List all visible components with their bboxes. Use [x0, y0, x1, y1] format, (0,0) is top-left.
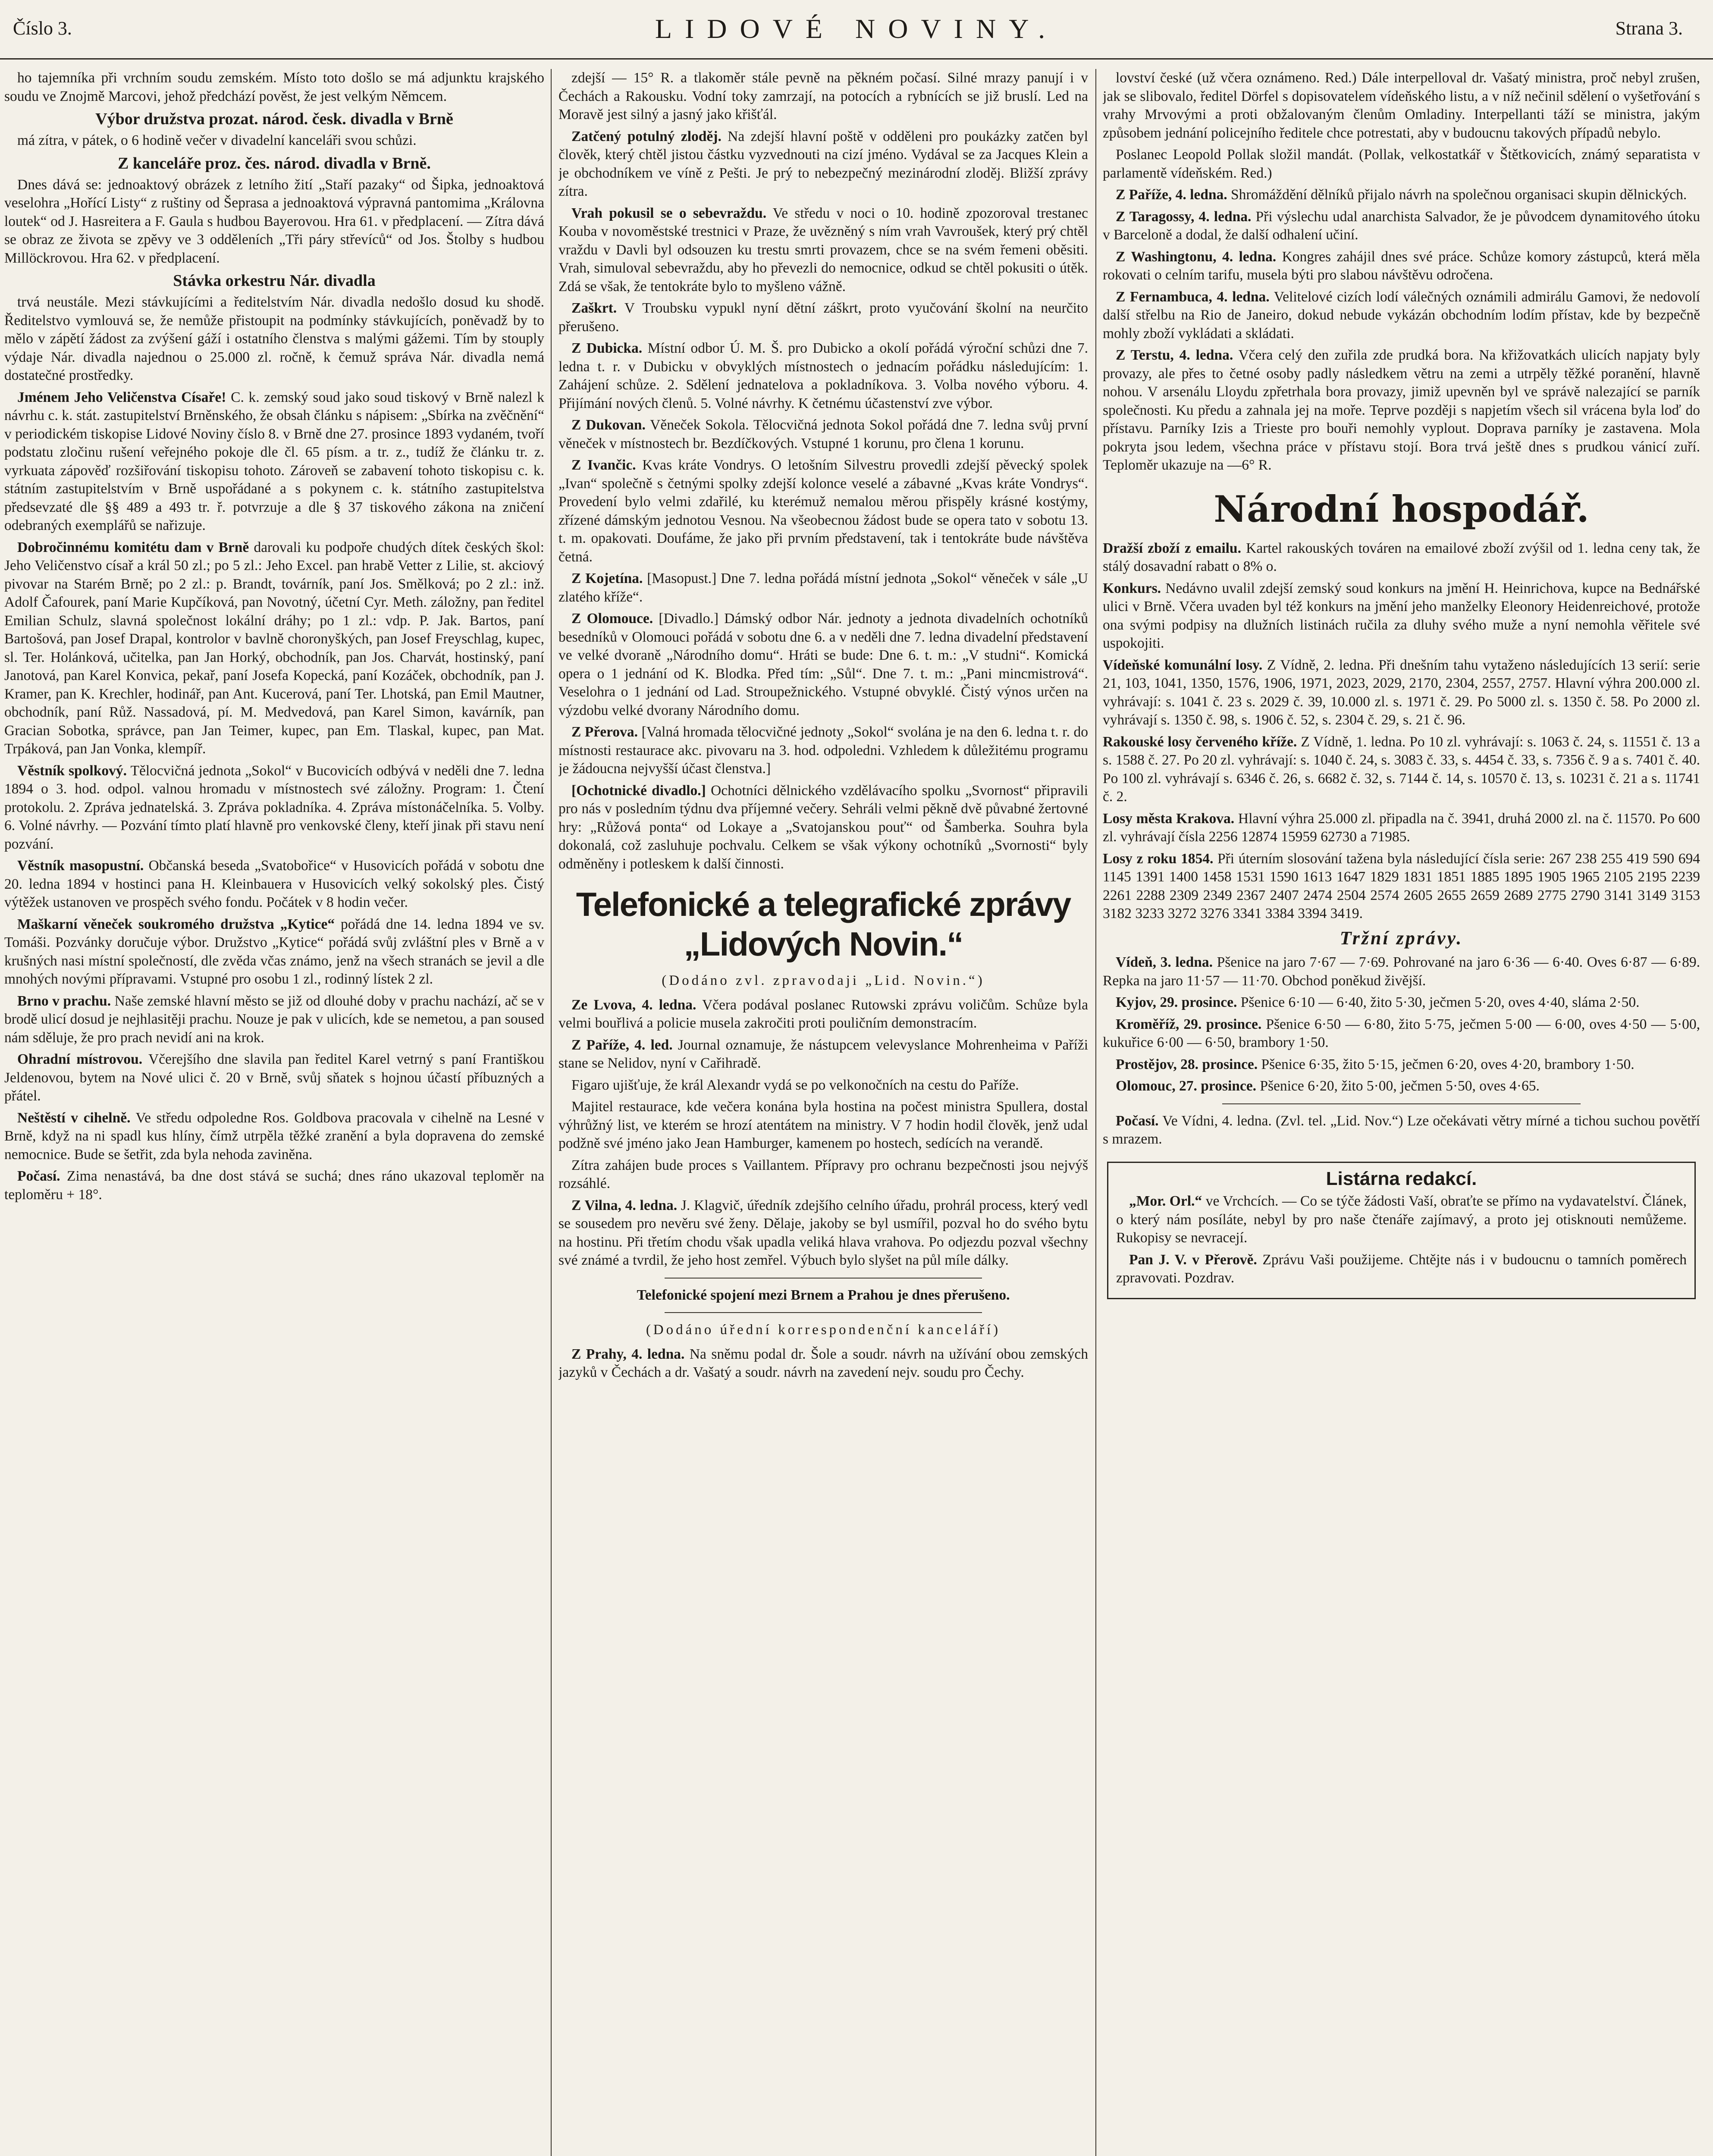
article-lead: Ze Lvova, 4. ledna.	[571, 997, 696, 1013]
article-paragraph	[4, 176, 544, 268]
article-lead: Počasí.	[17, 1168, 60, 1184]
article-text: Journal oznamuje, že nástupcem velevyslance Mohrenheima v Paříži stane se Nelidov, nyní v Cařihradě.	[558, 1037, 1088, 1071]
article-text: Na sněmu podal dr. Šole a soudr. návrh na užívání obou zemských jazyků v Čechách a dr. Vašatý a soudr. návrh na zavedení nejv. soudu pro Čechy.	[558, 1346, 1088, 1380]
article-paragraph	[1103, 288, 1700, 343]
article-paragraph	[1116, 1251, 1687, 1288]
telegraph-section-title	[558, 884, 1088, 964]
editorial-letters-box	[1107, 1162, 1696, 1299]
page-header	[0, 0, 1713, 65]
column-divider	[1095, 69, 1096, 2156]
article-paragraph	[558, 723, 1088, 778]
article-paragraph	[558, 782, 1088, 874]
article-text: Ve středu v noci o 10. hodině zpozoroval trestanec Kouba v novoměstské trestnici v Praze, že uvězněný s ním vrah Vavroušek, který prý chtěl vraždu v Davli byl odsouzen ku trestu smrti provazem, chce se na svém řemeni oběsiti. Vrah, simuloval sebevraždu, aby ho převezli do nemocnice, odkud se chtěl pokusiti o útěk. Zdá se však, že tentokráte bylo to myšleno vážně.	[558, 205, 1088, 295]
article-text: [Valná hromada tělocvičné jednoty „Sokol“ svolána je na den 6. ledna t. r. do místnosti restaurace akc. pivovaru na 3. hod. odpoledni. Vzhledem k důležitému programu je žádoucna nejvyšší účast členstva.]	[558, 724, 1088, 777]
article-text: [Divadlo.] Dámský odbor Nár. jednoty a jednota divadelních ochotníků besedníků v Olomouci pořádá v sobotu dne 6. a v neděli dne 7. ledna divadelní představení ve velké dvoraně „Národního domu“. Hráti se bude: Dne 6. t. m.: „V studni“. Komická opera o 1 jednání od K. Blodka. Před tím: „Sůl“. Dne 7. t. m.: „Pani mincmistrová“. Veselohra o 1 jednání od Lad. Stroupežnického. Vstupné obvyklé. Čistý výnos určen na výzdobu velké dvorany Národního domu.	[558, 611, 1088, 718]
official-list	[558, 1345, 1088, 1382]
article-paragraph	[558, 204, 1088, 296]
article-text: Ve středu odpoledne Ros. Goldbova pracovala v cihelně na Lesné v Brně, když na ni spadl kus hlíny, čímž utrpěla těžké zranění a byla dopravena do zemské nemocnice. Bude se šetřit, zda byla nehoda zaviněna.	[4, 1109, 544, 1163]
article-lead: Z Paříže, 4. led.	[571, 1037, 673, 1053]
article-paragraph	[558, 1098, 1088, 1153]
article-text: Velitelové cizích lodí válečných oznámili admirálu Gamovi, že nedovolí další střelbu na Rio de Janeiro, dokud nebude vykázán obchodním lodím přístav, kde by bezpečně mohly zboží vykládati a skládati.	[1103, 288, 1700, 342]
article-lead: Ohradní místrovou.	[17, 1051, 143, 1067]
article-paragraph	[1103, 186, 1700, 204]
article-paragraph	[4, 1050, 544, 1106]
article-paragraph	[558, 456, 1088, 566]
article-lead: Olomouc, 27. prosince.	[1116, 1078, 1257, 1094]
column-divider	[551, 69, 552, 2156]
article-paragraph	[4, 762, 544, 854]
economy-list	[1103, 539, 1700, 923]
article-text: Občanská beseda „Svatobořice“ v Husovicích pořádá v sobotu dne 20. ledna 1894 v hostinci pana H. Kleinbauera v Husovicích velký sokolský ples. Čistý výtěžek ustanoven ve prospěch svého fondu. Počátek v 8 hodin večer.	[4, 858, 544, 910]
article-text: Zima nenastává, ba dne dost stává se suchá; dnes ráno ukazoval teploměr na teploměru + 18°.	[4, 1168, 544, 1203]
article-text: má zítra, v pátek, o 6 hodině večer v divadelní kanceláři svou schůzi.	[17, 132, 417, 148]
page-number: Strana 3.	[1615, 18, 1683, 39]
article-paragraph	[558, 570, 1088, 606]
article-lead: Z Přerova.	[571, 724, 638, 740]
article-text: ve Vrchcích. — Co se týče žádosti Vaší, obraťte se přímo na vydavatelství. Článek, o který nám posíláte, nebyl by pro naše čtenáře zajímavý, a proto jej otisknouti nemůžeme. Rukopisy se nevracejí.	[1116, 1193, 1687, 1246]
article-paragraph	[558, 299, 1088, 336]
article-text: Kvas kráte Vondrys. O letošním Silvestru provedli zdejší pěvecký spolek „Ivan“ společně s četnými spolky zdejší kolonce veselé a zábavné „Kvas kráte Vondrys“. Provedení bylo velmi zdařilé, ku kterémuž nemalou měrou přispěly krásné kostýmy, zřízené dámským jednotou Vesnou. Na všeobecnou žádost bude se opera tato v sobotu 13. t. m. opakovati. Doufáme, že jako při prvním představení, tak i tentokráte bude návštěva četná.	[558, 457, 1088, 565]
column-left	[4, 69, 544, 2156]
article-text: Při úterním slosování tažena byla následující čísla serie: 267 238 255 419 590 694 1145 1391 1400 1458 1531 1590 1613 1647 1829 1831 1851 1885 1895 1905 1965 2105 2195 2239 2261 2288 2309 2349 2367 2407 2474 2504 2574 2605 2655 2659 2689 2775 2790 3141 3149 3153 3182 3233 3272 3276 3341 3384 3394 3419.	[1103, 850, 1700, 921]
article-lead: Věstník masopustní.	[17, 858, 144, 874]
issue-number: Číslo 3.	[13, 18, 72, 39]
article-paragraph	[558, 128, 1088, 201]
article-text: C. k. zemský soud jako soud tiskový v Brně nalezl k návrhu c. k. stát. zastupitelství Brněnského, že obsah článku s nápisem: „Sbírka na zvěčnění“ v periodickém tiskopise Lidové Noviny číslo 8. v Brně dne 27. prosince 1893 vydaném, tvoří podstatu zločinu rušení veřejného pokoje dle čl. 65 písm. a tr. z., tudíž že článku tr. z. vyrkuata zápověď rozšiřování tiskopisu tohoto. Zároveň se zabavení tohoto tiskopisu c. k. státním zastupitelstvím v Brně uspořádané a s pokynem c. k. státního zastupitelstva předsevzaté dle §§ 489 a 493 tr. ř. potvrzuje a dle § 37 tiskového zákona na zničení odebraných exemplářů se nařizuje.	[4, 389, 544, 533]
article-lead: Vrah pokusil se o sebevraždu.	[571, 205, 767, 221]
article-lead: Z Kojetína.	[571, 570, 643, 586]
article-lead: Kroměříž, 29. prosince.	[1116, 1016, 1262, 1032]
article-text: zdejší — 15° R. a tlakoměr stále pevně na pěkném počasí. Silné mrazy panují i v Čechách a Rakousku. Vodní toky zamrzají, na potocích a rybnících se již bruslí. Led na Moravě jest silný a jasný jako křišťál.	[558, 70, 1088, 122]
article-lead: Z Taragossy, 4. ledna.	[1116, 208, 1252, 225]
article-lead: Z Fernambuca, 4. ledna.	[1116, 288, 1270, 305]
article-lead: Z Dubicka.	[571, 340, 643, 356]
article-paragraph	[4, 915, 544, 989]
article-text: [Masopust.] Dne 7. ledna pořádá místní jednota „Sokol“ věneček v sále „U zlatého kříže“.	[558, 570, 1088, 605]
weather-lead: Počasí.	[1116, 1112, 1159, 1129]
article-heading: Stávka orkestru Nár. divadla	[173, 272, 376, 290]
article-paragraph	[558, 339, 1088, 413]
market-list	[1103, 953, 1700, 1096]
article-paragraph	[1103, 850, 1700, 923]
article-lead: Z Vilna, 4. ledna.	[571, 1197, 678, 1213]
article-text: Včera podával poslanec Rutowski zprávu voličům. Schůze byla velmi bouřlivá a policie musela zakročiti proti pouličním demonstracím.	[558, 997, 1088, 1031]
article-lead: Z Washingtonu, 4. ledna.	[1116, 248, 1277, 265]
article-heading: Výbor družstva prozat. národ. česk. divadla v Brně	[95, 110, 453, 128]
article-paragraph	[4, 1167, 544, 1204]
article-paragraph	[4, 132, 544, 150]
article-text: Shromáždění dělníků přijalo návrh na společnou organisaci skupin dělnických.	[1231, 187, 1687, 203]
article-lead: Brno v prachu.	[17, 993, 111, 1009]
article-text: Při výslechu udal anarchista Salvador, že je původcem dynamitového útoku v Barceloně a dodal, že další odhalení učiní.	[1103, 208, 1700, 243]
economy-section-title: Národní hospodář.	[1214, 487, 1589, 530]
article-lead: Losy města Krakova.	[1103, 810, 1235, 827]
article-text: Místní odbor Ú. M. Š. pro Dubicko a okolí pořádá výroční schůzi dne 7. ledna t. r. v Dubicku v obvyklých místnostech o jednacím pořádku následujícím: 1. Zahájení schůze. 2. Sdělení jednatelova a pokladníkova. 3. Volba nového výboru. 4. Přijímání nových členů. 5. Volné návrhy. K četnému účastenství zve výbor.	[558, 340, 1088, 411]
article-paragraph	[4, 69, 544, 106]
article-paragraph	[558, 1076, 1088, 1095]
article-paragraph	[1116, 1192, 1687, 1247]
article-lead: Z Paříže, 4. ledna.	[1116, 187, 1227, 203]
article-text: ho tajemníka při vrchním soudu zemském. Místo toto došlo se má adjunktu krajského soudu ve Znojmě Marcovi, jehož předchází pověst, že jest velkým Němcem.	[4, 70, 544, 104]
right-news-list	[1103, 69, 1700, 475]
official-subtitle: (Dodáno úřední korrespondenční kanceláří)	[646, 1322, 1001, 1338]
article-lead: Konkurs.	[1103, 580, 1161, 596]
article-lead: Zaškrt.	[571, 300, 617, 316]
article-text: Z Vídně, 1. ledna. Po 10 zl. vyhrávají: s. 1063 č. 24, s. 11551 č. 13 a s. 1588 č. 27. Po 20 zl. vyhrávají: s. 1040 č. 24, s. 3083 č. 33, s. 4454 č. 33, s. 7356 č. 9 a s. 7401 č. 40. Po 100 zl. vyhrávají s. 6346 č. 26, s. 6682 č. 32, s. 7144 č. 14, s. 10570 č. 13, s. 10231 č. 21 a s. 11741 č. 2.	[1103, 733, 1700, 805]
article-text: Na zdejší hlavní poště v odděleni pro poukázky zatčen byl člověk, který chtěl jistou částku vyzvednouti na cizí jméno. Vydával se za Jacques Klein a je obchodníkem ve víně z Pešti. Je prý to nebezpečný mezinárodní zloděj. Bližší zprávy zítra.	[558, 128, 1088, 199]
article-lead: Z Terstu, 4. ledna.	[1116, 347, 1233, 363]
middle-news-list	[558, 69, 1088, 873]
article-lead: Rakouské losy červeného kříže.	[1103, 733, 1297, 750]
article-paragraph	[1103, 953, 1700, 990]
article-paragraph	[4, 293, 544, 385]
article-text: Kartel rakouských továren na emailové zboží zvýšil od 1. ledna ceny tak, že stálý dosavadní rabatt o 8% o.	[1103, 540, 1700, 574]
article-lead: Losy z roku 1854.	[1103, 850, 1214, 867]
article-lead: Věstník spolkový.	[17, 762, 127, 779]
article-lead: Dobročinnému komitétu dam v Brně	[17, 539, 249, 555]
article-text: lovství české (už včera oznámeno. Red.) Dále interpelloval dr. Vašatý ministra, proč nebyl zrušen, jak se slibovalo, ředitel Dörfel s dopisovatelem vídeňského listu, a v níž nečinil sdělení o vyšetřování s vrahy Mrvovými a proti obžalovaným členům Omladiny. Interpellanti táží se ministra, jakým způsobem jednání policejního ředitele chce potrestati, aby v budoucnu takových případů nebylo.	[1103, 70, 1700, 141]
letters-title: Listárna redakcí.	[1326, 1168, 1477, 1189]
article-lead: Vídeňské komunální losy.	[1103, 657, 1263, 673]
section-rule	[665, 1278, 982, 1279]
article-lead: Pan J. V. v Přerově.	[1129, 1251, 1257, 1268]
weather-text: Ve Vídni, 4. ledna. (Zvl. tel. „Lid. Nov.“) Lze očekávati větry mírné a tichou suchou povětří s mrazem.	[1103, 1112, 1700, 1147]
phone-notice: Telefonické spojení mezi Brnem a Prahou je dnes přerušeno.	[637, 1287, 1010, 1303]
article-text: Tělocvičná jednota „Sokol“ v Bucovicích odbývá v neděli dne 7. ledna 1894 o 3. hod. odpol. valnou hromadu v místnostech své záložny. Program: 1. Čtení protokolu. 2. Zpráva jednatelská. 3. Zpráva pokladníka. 4. Zpráva místonáčelníka. 5. Volby. 6. Volné návrhy. — Pozvání tímto platí hlavně pro venkovské členy, kteří jinak při stavu není pozvání.	[4, 762, 544, 852]
article-lead: Jménem Jeho Veličenstva Císaře!	[17, 389, 226, 405]
article-lead: Z Olomouce.	[571, 611, 653, 627]
market-section-title: Tržní zprávy.	[1340, 927, 1463, 949]
article-heading: Z kanceláře proz. čes. národ. divadla v Brně.	[118, 154, 431, 172]
article-text: Pšenice 6·50 — 6·80, žito 5·75, ječmen 5·00 — 6·00, oves 4·50 — 5·00, kukuřice 6·00 — 6·50, brambory 1·50.	[1103, 1016, 1700, 1050]
article-text: Pšenice 6·35, žito 5·15, ječmen 6·20, oves 4·20, brambory 1·50.	[1261, 1056, 1635, 1072]
article-paragraph	[4, 992, 544, 1047]
article-paragraph	[1103, 69, 1700, 142]
article-text: Včerejšího dne slavila pan ředitel Karel vetrný s paní Františkou Jeldenovou, bytem na Nové ulici č. 20 v Brně, svůj sňatek s hojnou účastí příbuzných a přátel.	[4, 1051, 544, 1104]
article-lead: Neštěstí v cihelně.	[17, 1109, 131, 1126]
article-paragraph	[1103, 993, 1700, 1012]
column-middle	[558, 69, 1088, 2156]
article-text: Majitel restaurace, kde večera konána byla hostina na počest ministra Spullera, dostal výhrůžný list, ve kterém se hrozí atentátem na ministry. V 7 hodin hodil člověk, jenž udal podžně své jméno jako Jean Hamburger, kamenem po hostech, sedících na verandě.	[558, 1099, 1088, 1151]
article-lead: Vídeň, 3. ledna.	[1116, 954, 1213, 970]
article-text: trvá neustále. Mezi stávkujícími a ředitelstvím Nár. divadla nedošlo dosud ku shodě. Ředitelstvo vymlouvá se, že nemůže přistoupit na podmínky stávkujících, poněvadž by to mělo v zápětí žádost za zvýšení gáží i ostatního členstva s malými gážemi. Tím by stouply výdaje Nár. divadla najednou o 25.000 zl. ročně, k čemuž správa Nár. divadla nemá dostatečné prostředky.	[4, 294, 544, 383]
article-paragraph	[558, 416, 1088, 453]
article-text: Dnes dává se: jednoaktový obrázek z letního žití „Staří pazaky“ od Šipka, jednoaktová veselohra „Hořící Listy“ z ruštiny od Šeprasa a jednoaktová výpravná pantomima „Královna loutek“ od J. Hasreitera a F. Gaula s hudbou Bayerovou. Hra 61. v předplacení. — Zítra dává se obraz ze života se zpěvy ve 3 odděleních „Tři páry střevíců“ od Jos. Štolby s hudbou Millöckrovou. Hra 62. v předplacení.	[4, 176, 544, 266]
article-text: Zprávu Vaši použijeme. Chtějte nás i v budoucnu o tamních poměrech zpravovati. Pozdrav.	[1116, 1251, 1687, 1286]
article-paragraph	[558, 996, 1088, 1033]
weather-report	[1103, 1112, 1700, 1149]
article-paragraph	[4, 539, 544, 758]
header-rule	[0, 58, 1713, 60]
article-paragraph	[1103, 539, 1700, 576]
article-text: Naše zemské hlavní město se již od dlouhé doby v prachu nachází, ač se v brodě ulicí dosud je nejhlasitěji prachu. Nouze je pak v ulicích, kde se nemetou, a pan soused nám sděluje, že pro prach nevidí ani na krok.	[4, 993, 544, 1046]
article-paragraph	[558, 1156, 1088, 1193]
article-paragraph	[1103, 810, 1700, 846]
article-text: Pšenice 6·10 — 6·40, žito 5·30, ječmen 5·20, oves 4·40, sláma 2·50.	[1240, 994, 1640, 1010]
article-paragraph	[558, 1197, 1088, 1270]
newspaper-title: LIDOVÉ NOVINY.	[655, 13, 1058, 44]
article-lead: Z Ivančic.	[571, 457, 636, 473]
article-text: Včera celý den zuřila zde prudká bora. Na křižovatkách ulicích napjaty byly provazy, ale přes to četné osoby padly následkem větru na zemi a utrpěly těžké poranění, hlavně nohou. V arsenálu Lloydu zpřetrhala bora provazy, jimiž upevněn byl ve správě nalezající se parník společnosti. Ku předu a zahnala jej na moře. Teprve později s napjetím všech sil vrácena byla loď do přístavu. Parníky Izis a Trieste pro bouři nemohly vyplout. Doprava parníky je zastavena. Mola pokryta jsou ledem, všechna práce v přístavu stojí. Bora trvá ještě dnes s prudkou vánicí zuří. Teploměr ukazuje na —6° R.	[1103, 347, 1700, 473]
article-text: V Troubsku vypukl nyní dětní záškrt, proto vyučování školní na neurčito přerušeno.	[558, 300, 1088, 335]
article-lead: [Ochotnické divadlo.]	[571, 782, 706, 799]
article-paragraph	[1103, 1056, 1700, 1074]
article-paragraph	[4, 857, 544, 912]
article-text: Kongres zahájil dnes své práce. Schůze komory zástupců, která měla rokovati o celním tarifu, musela býti pro slabou návštěvu odročena.	[1103, 248, 1700, 283]
article-text: Hlavní výhra 25.000 zl. připadla na č. 3941, druhá 2000 zl. na č. 11570. Po 600 zl. vyhrávají čísla 2256 12874 15959 62730 a 71985.	[1103, 810, 1700, 845]
article-text: J. Klagvič, úředník zdejšího celního úřadu, prohrál process, který vedl se sousedem pro nevěru své ženy. Dělaje, jakoby se byl usmířil, pozval ho do svého bytu na hostinu. Při třetím chodu však upadla veliká hlava vrahova. Po odjezdu pozval všechny své známé a tvrdil, že jeho host zemřel. Výbuch bylo slyšet na půl míle dálky.	[558, 1197, 1088, 1268]
article-lead: Prostějov, 28. prosince.	[1116, 1056, 1258, 1072]
article-text: Věneček Sokola. Tělocvičná jednota Sokol pořádá dne 7. ledna svůj první věneček v místnostech br. Bezdíčkových. Vstupné 1 korunu, pro člena 1 korunu.	[558, 417, 1088, 451]
article-paragraph	[1103, 733, 1700, 806]
article-lead: Maškarní věneček soukromého družstva „Kytice“	[17, 916, 335, 932]
section-rule	[665, 1312, 982, 1313]
article-text: Pšenice na jaro 7·67 — 7·69. Pohrované na jaro 6·36 — 6·40. Oves 6·87 — 6·89. Repka na jaro 11·57 — 11·70. Obchod poněkud živější.	[1103, 954, 1700, 989]
article-paragraph	[1103, 1015, 1700, 1052]
article-paragraph	[1103, 1077, 1700, 1096]
article-lead: Z Dukovan.	[571, 417, 646, 433]
telegraph-title-line2: „Lidových Novin.“	[684, 925, 963, 963]
letters-list	[1116, 1192, 1687, 1288]
article-paragraph	[4, 1109, 544, 1164]
article-text: pořádá dne 14. ledna 1894 ve sv. Tomáši. Pozvánky doručuje výbor. Družstvo „Kytice“ pořádá svůj zvláštní ples v Brně a v krušných nasi místní společností, dle zvěda včas známo, jenž na všech stranách se jevil a dle mnohých novými přípravami. Vstupné pro osobu 1 zl., rodinný lístek 2 zl.	[4, 916, 544, 987]
article-text: Nedávno uvalil zdejší zemský soud konkurs na jmění H. Heinrichova, kupce na Bednářské ulici v Brně. Včera uvaden byl též konkurs na jmění jeho manželky Eleonory Heidenreichové, protože ona svými podpisy na dlužních listinách ručila za dluhy svého muže a nyní nemohla věřitele své uspokojiti.	[1103, 580, 1700, 651]
article-lead: Kyjov, 29. prosince.	[1116, 994, 1237, 1010]
article-text: Figaro ujišťuje, že král Alexandr vydá se po velkonočních na cestu do Paříže.	[571, 1077, 1019, 1093]
article-lead: Z Prahy, 4. ledna.	[571, 1346, 685, 1362]
article-text: Ochotníci dělnického vzdělávacího spolku „Svornost“ připravili pro nás v posledním týdnu dva příjemné večery. Sehráli velmi pěkně dvě půvabné žertovné hry: „Růžová ponta“ od Lokaye a „Svatojanskou pouť“ od Šamberka. Souhra byla dokonalá, což zasluhuje pochvalu. Celkem se však výkony ochotníků „Svornosti“ byly odměněny i potleskem k další činnosti.	[558, 782, 1088, 872]
article-text: Poslanec Leopold Pollak složil mandát. (Pollak, velkostatkář v Štětkovicích, známý separatista v parlamentě vídeňském. Red.)	[1103, 147, 1700, 181]
telegraph-list	[558, 996, 1088, 1270]
article-text: Pšenice 6·20, žito 5·00, ječmen 5·50, oves 4·65.	[1260, 1078, 1540, 1094]
article-paragraph	[4, 389, 544, 535]
article-lead: „Mor. Orl.“	[1129, 1193, 1202, 1209]
article-paragraph	[558, 69, 1088, 124]
article-paragraph	[1103, 580, 1700, 653]
article-paragraph	[558, 1345, 1088, 1382]
section-rule	[1222, 1103, 1581, 1104]
article-lead: Dražší zboží z emailu.	[1103, 540, 1241, 556]
article-paragraph	[1103, 208, 1700, 244]
article-paragraph	[1103, 146, 1700, 182]
article-text: Zítra zahájen bude proces s Vaillantem. Přípravy pro ochranu bezpečnosti jsou nejvýš rozsáhlé.	[558, 1157, 1088, 1191]
telegraph-title-line1: Telefonické a telegrafické zprávy	[576, 885, 1071, 923]
article-text: darovali ku podpoře chudých dítek českých škol: Jeho Veličenstvo císař a král 50 zl.; po 5 zl.: Jeho Excel. pan hrabě Vetter z Lilie, st. akciový pivovar na Starém Brně; po 2 zl.: p. Brandt, továrník, paní Jos. Smělková; po 2 zl.: inž. Adolf Čafourek, paní Marie Kupčíková, pan Novotný, účetní Cyr. Meth. záložny, pan ředitel Emilian Schulz, slavná společnost lokální dráhy; po 1 zl.: vdp. P. Jak. Bartos, paní Bartošová, pan Josef Drapal, kontrolor v bavlně choronyškých, pan Josef Freyschlag, kupec, sl. Ter. Holánková, učitelka, pan Jan Horký, obchodník, pan Jos. Charvát, hostinský, paní Janotová, pan Karel Konvica, pekař, paní Josefa Kopecká, paní Kozáček, obchodník, pan J. Kramer, pan K. Krechler, hodinář, pan Ant. Kucerová, paní Ter. Lhotská, pan Emil Mautner, obchodník, paní Růž. Nassadová, pí. M. Medvedová, pan Karel Simon, kavárník, pan Gracian Sobotka, správce, pan Jan Teimer, kupec, pan Em. Tlaskal, kupec, pan Mat. Trpáková, pan Jan Vonka, klempíř.	[4, 539, 544, 757]
article-text: Z Vídně, 2. ledna. Při dnešním tahu vytaženo následujících 13 serií: serie 21, 103, 1041, 1350, 1576, 1906, 1971, 2023, 2029, 2170, 2304, 2557, 2757. Hlavní výhra 200.000 zl. vyhrávají: s. 1041 č. 23 s. 2029 č. 39, 10.000 zl. s. 1971 č. 29. Po 5000 zl. s. 1350 č. 58. Po 2000 zl. vyhrávají s. 1350 č. 98, s. 1906 č. 52, s. 2304 č. 29, s. 21 č. 96.	[1103, 657, 1700, 728]
article-paragraph	[558, 610, 1088, 720]
article-lead: Zatčený potulný zloděj.	[571, 128, 722, 144]
column-right	[1103, 69, 1700, 2156]
article-paragraph	[1103, 656, 1700, 730]
article-paragraph	[558, 1036, 1088, 1073]
telegraph-subtitle: (Dodáno zvl. zpravodaji „Lid. Novin.“)	[662, 973, 985, 988]
article-paragraph	[1103, 248, 1700, 285]
article-paragraph	[1103, 346, 1700, 475]
